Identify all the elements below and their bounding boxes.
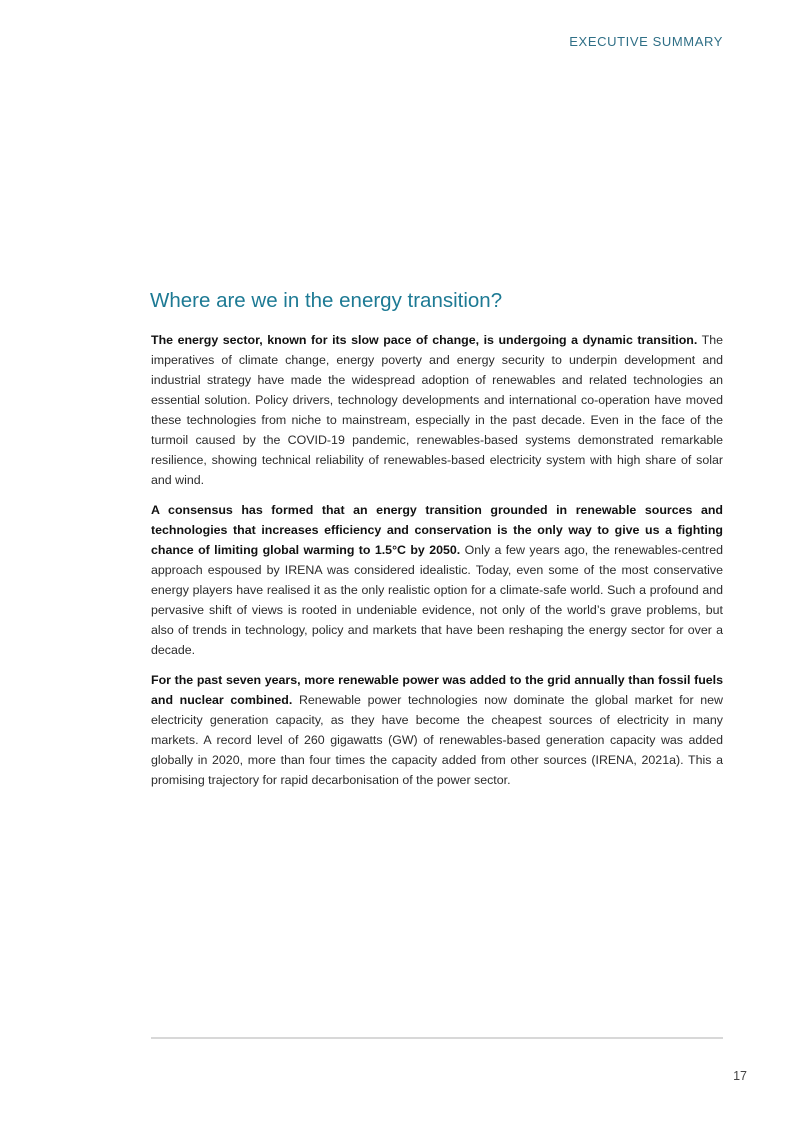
footer-divider <box>151 1037 723 1039</box>
paragraph-3-lead: For the past seven years, more renewable power was added to the grid annually than fossil fuels and nuclear combined. <box>151 673 723 707</box>
paragraph-1-lead: The energy sector, known for its slow pace of change, is undergoing a dynamic transition. <box>151 333 698 347</box>
paragraph-2 <box>151 500 723 660</box>
paragraph-1-body: The imperatives of climate change, energy poverty and energy security to underpin development and industrial strategy have made the widespread adoption of renewables and related technologies an essential solution. Policy drivers, technology developments and international co-operation have moved these technologies from niche to mainstream, especially in the past decade. Even in the face of the turmoil caused by the COVID-19 pandemic, renewables-based systems demonstrated remarkable resilience, showing technical reliability of renewables-based electricity system with high share of solar and wind. <box>151 333 723 487</box>
paragraph-1 <box>151 330 723 490</box>
page-number: 17 <box>733 1069 747 1083</box>
paragraph-3 <box>151 670 723 790</box>
body-text <box>151 330 723 800</box>
section-title: Where are we in the energy transition? <box>150 289 503 312</box>
paragraph-2-body: Only a few years ago, the renewables-centred approach espoused by IRENA was considered idealistic. Today, even some of the most conservative energy players have realised it as the only realistic option for a climate-safe world. Such a profound and pervasive shift of views is rooted in undeniable evidence, not only of the world’s grave problems, but also of trends in technology, policy and markets that have been reshaping the energy sector for over a decade. <box>151 543 723 657</box>
paragraph-2-lead: A consensus has formed that an energy transition grounded in renewable sources and technologies that increases efficiency and conservation is the only way to give us a fighting chance of limiting global warming to 1.5°C by 2050. <box>151 503 723 557</box>
paragraph-3-body: Renewable power technologies now dominate the global market for new electricity generation capacity, as they have become the cheapest sources of electricity in many markets. A record level of 260 gigawatts (GW) of renewables-based generation capacity was added globally in 2020, more than four times the capacity added from other sources (IRENA, 2021a). This a promising trajectory for rapid decarbonisation of the power sector. <box>151 693 723 787</box>
running-header: EXECUTIVE SUMMARY <box>569 34 723 49</box>
